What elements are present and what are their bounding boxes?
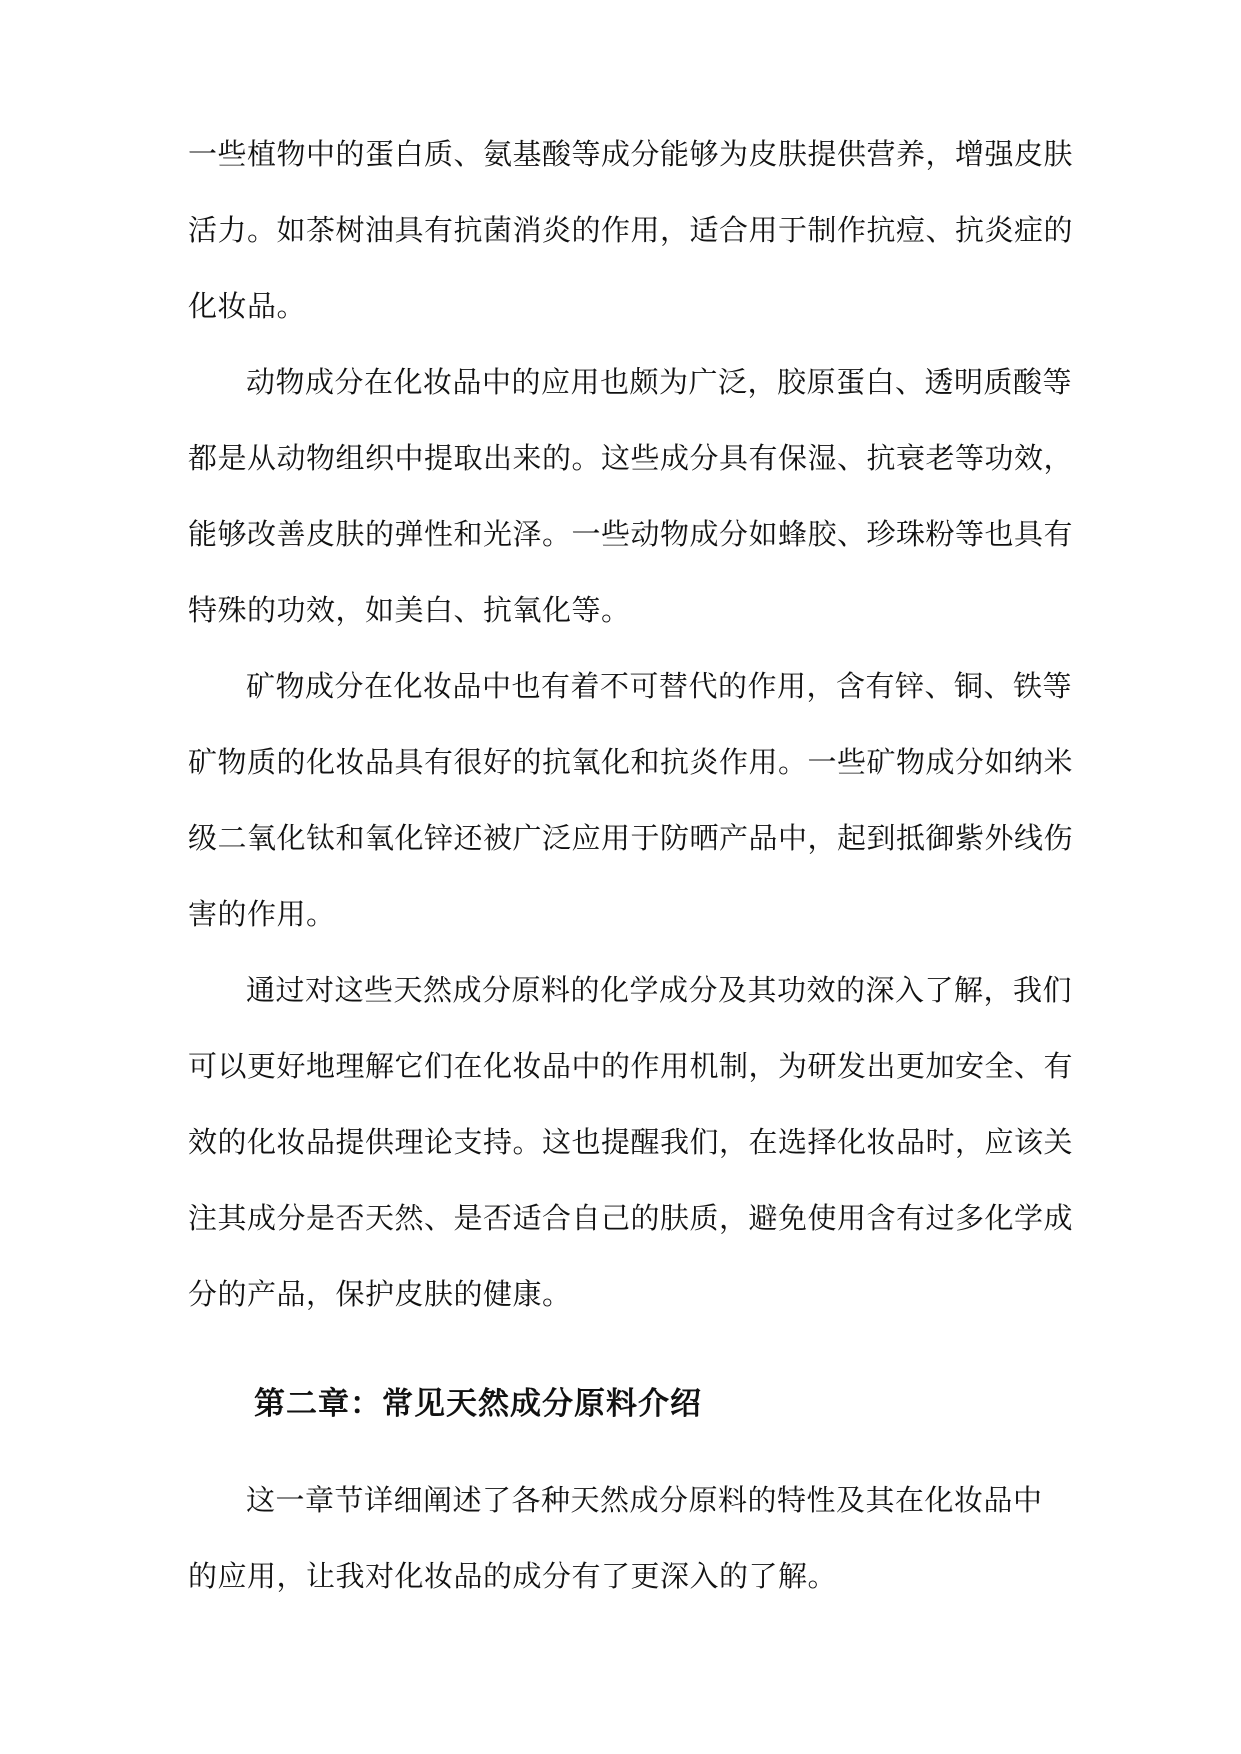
- chapter-heading: 第二章：常见天然成分原料介绍: [254, 1386, 702, 1422]
- paragraph-4-line-5: 分的产品，保护皮肤的健康。: [188, 1277, 572, 1311]
- paragraph-3-line-2: 矿物质的化妆品具有很好的抗氧化和抗炎作用。一些矿物成分如纳米: [188, 745, 1074, 779]
- paragraph-4-line-1: 通过对这些天然成分原料的化学成分及其功效的深入了解，我们: [246, 973, 1073, 1007]
- paragraph-4-line-2: 可以更好地理解它们在化妆品中的作用机制，为研发出更加安全、有: [188, 1049, 1074, 1083]
- paragraph-2-line-1: 动物成分在化妆品中的应用也颇为广泛，胶原蛋白、透明质酸等: [246, 365, 1073, 399]
- paragraph-2-line-2: 都是从动物组织中提取出来的。这些成分具有保湿、抗衰老等功效，: [188, 441, 1074, 475]
- paragraph-2-line-4: 特殊的功效，如美白、抗氧化等。: [188, 593, 631, 627]
- paragraph-2-line-3: 能够改善皮肤的弹性和光泽。一些动物成分如蜂胶、珍珠粉等也具有: [188, 517, 1074, 551]
- paragraph-1-line-3: 化妆品。: [188, 289, 307, 323]
- paragraph-3-line-1: 矿物成分在化妆品中也有着不可替代的作用，含有锌、铜、铁等: [246, 669, 1073, 703]
- paragraph-3-line-3: 级二氧化钛和氧化锌还被广泛应用于防晒产品中，起到抵御紫外线伤: [188, 821, 1074, 855]
- paragraph-1-line-1: 一些植物中的蛋白质、氨基酸等成分能够为皮肤提供营养，增强皮肤: [188, 137, 1074, 171]
- paragraph-3-line-4: 害的作用。: [188, 897, 336, 931]
- chapter-paragraph-line-1: 这一章节详细阐述了各种天然成分原料的特性及其在化妆品中: [246, 1483, 1043, 1517]
- paragraph-4-line-3: 效的化妆品提供理论支持。这也提醒我们，在选择化妆品时，应该关: [188, 1125, 1074, 1159]
- paragraph-4-line-4: 注其成分是否天然、是否适合自己的肤质，避免使用含有过多化学成: [188, 1201, 1074, 1235]
- paragraph-1-line-2: 活力。如茶树油具有抗菌消炎的作用，适合用于制作抗痘、抗炎症的: [188, 213, 1074, 247]
- chapter-paragraph-line-2: 的应用，让我对化妆品的成分有了更深入的了解。: [188, 1559, 838, 1593]
